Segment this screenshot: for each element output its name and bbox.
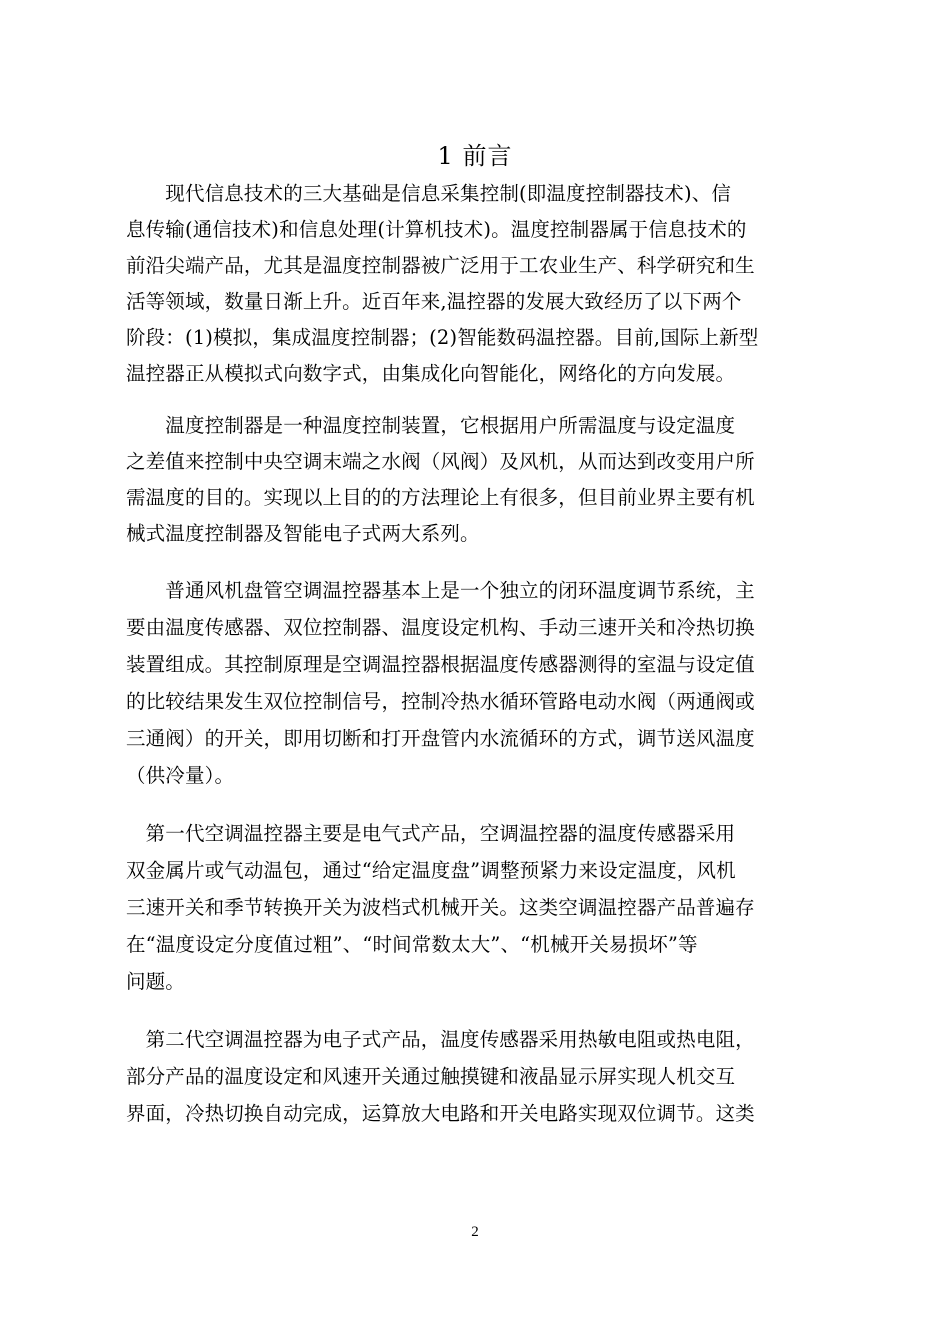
paragraph-1-line-2: 息传输(通信技术)和信息处理(计算机技术)。温度控制器属于信息技术的 <box>126 218 747 241</box>
paragraph-1-line-6: 温控器正从模拟式向数字式，由集成化向智能化，网络化的方向发展。 <box>126 362 736 385</box>
section-title: 1 前言 <box>437 142 513 170</box>
paragraph-1-line-5: 阶段：(1)模拟，集成温度控制器；(2)智能数码温控器。目前,国际上新型 <box>126 326 759 349</box>
paragraph-3-line-2: 要由温度传感器、双位控制器、温度设定机构、手动三速开关和冷热切换 <box>126 616 755 639</box>
paragraph-5-line-2: 部分产品的温度设定和风速开关通过触摸键和液晶显示屏实现人机交互 <box>126 1065 736 1088</box>
paragraph-1-line-3: 前沿尖端产品，尤其是温度控制器被广泛用于工农业生产、科学研究和生 <box>126 254 755 277</box>
paragraph-4-line-4: 在“温度设定分度值过粗”、“时间常数太大”、“机械开关易损坏”等 <box>126 933 698 956</box>
paragraph-3-line-6: （供冷量）。 <box>126 764 235 787</box>
paragraph-5-line-3: 界面，冷热切换自动完成，运算放大电路和开关电路实现双位调节。这类 <box>126 1102 755 1125</box>
paragraph-2-line-3: 需温度的目的。实现以上目的的方法理论上有很多，但目前业界主要有机 <box>126 486 755 509</box>
paragraph-4-line-5: 问题。 <box>126 970 185 993</box>
paragraph-3-line-3: 装置组成。其控制原理是空调温控器根据温度传感器测得的室温与设定值 <box>126 653 755 676</box>
paragraph-5-line-1: 第二代空调温控器为电子式产品，温度传感器采用热敏电阻或热电阻， <box>126 1028 755 1051</box>
paragraph-2-line-2: 之差值来控制中央空调末端之水阀（风阀）及风机，从而达到改变用户所 <box>126 450 755 473</box>
paragraph-4-line-3: 三速开关和季节转换开关为波档式机械开关。这类空调温控器产品普遍存 <box>126 896 755 919</box>
paragraph-4-line-1: 第一代空调温控器主要是电气式产品，空调温控器的温度传感器采用 <box>126 822 736 845</box>
paragraph-3-line-4: 的比较结果发生双位控制信号，控制冷热水循环管路电动水阀（两通阀或 <box>126 690 755 713</box>
paragraph-3-line-1: 普通风机盘管空调温控器基本上是一个独立的闭环温度调节系统，主 <box>126 579 755 602</box>
page-number: 2 <box>471 1224 479 1240</box>
paragraph-3-line-5: 三通阀）的开关，即用切断和打开盘管内水流循环的方式，调节送风温度 <box>126 727 755 750</box>
paragraph-2-line-4: 械式温度控制器及智能电子式两大系列。 <box>126 522 480 545</box>
paragraph-1-line-4: 活等领域，数量日渐上升。近百年来,温控器的发展大致经历了以下两个 <box>126 290 742 313</box>
paragraph-4-line-2: 双金属片或气动温包，通过“给定温度盘”调整预紧力来设定温度，风机 <box>126 859 736 882</box>
paragraph-2-line-1: 温度控制器是一种温度控制装置，它根据用户所需温度与设定温度 <box>126 414 736 437</box>
paragraph-1-line-1: 现代信息技术的三大基础是信息采集控制(即温度控制器技术)、信 <box>126 182 732 205</box>
